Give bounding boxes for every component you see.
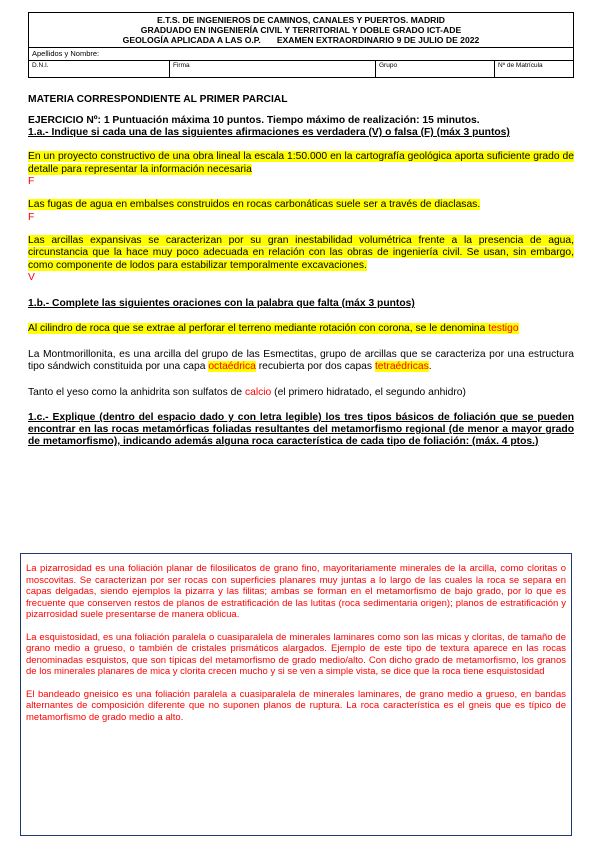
q1c-answer-paragraph: La esquistosidad, es una foliación paralela o cuasiparalela de minerales laminares como son las micas y cloritas, de tamaño de grano medio a grueso, o también de cristales prismáticos alargados. Ejemplo de este tipo de textura aparece en las rocas denominadas esquistos, que son típicas del metamorfismo de grado medio/alto. Con dicho grado de metamorfismo, los granos de los minerales planares de mica y clorita crecen mucho y si se ven a simple vista, se dice que la roca tiene esquistosidad — [26, 631, 566, 677]
header-line-1: E.T.S. DE INGENIEROS DE CAMINOS, CANALES Y PUERTOS. MADRID — [157, 15, 445, 25]
ejercicio-heading: EJERCICIO Nº: 1 Puntuación máxima 10 puntos. Tiempo máximo de realización: 15 minutos. — [28, 115, 480, 126]
q1b-answer: calcio — [244, 386, 272, 398]
q1a-statement: Las arcillas expansivas se caracterizan por su gran inestabilidad volumétrica frente a la presencia de agua, circunstancia que la hace muy poco adecuada en relación con las obras de ingeniería civil. Se usan, sin embargo, como componente de lodos para estabilizar temporalmente excavaciones. — [28, 234, 574, 271]
q1b-title: 1.b.- Complete las siguientes oraciones con la palabra que falta (máx 3 puntos) — [28, 298, 415, 309]
dni-field[interactable]: D.N.I. — [29, 61, 170, 78]
q1a-item — [28, 151, 574, 188]
q1b-answer: testigo — [488, 323, 519, 334]
matricula-field[interactable]: Nº de Matrícula — [495, 61, 574, 78]
q1a-title: 1.a.- Indique si cada una de las siguientes afirmaciones es verdadera (V) o falsa (F) (máx 3 puntos) — [28, 127, 510, 138]
header-line-2: GRADUADO EN INGENIERÍA CIVIL Y TERRITORIAL Y DOBLE GRADO ICT-ADE — [140, 25, 462, 35]
header-line-3: GEOLOGÍA APLICADA A LAS O.P. EXAMEN EXTRAORDINARIO 9 DE JULIO DE 2022 — [122, 35, 480, 45]
header-title — [29, 13, 574, 48]
q1c-answer-paragraph: La pizarrosidad es una foliación planar de filosilicatos de grano fino, mayoritariamente minerales de la arcilla, como cloritas o moscovitas. Se caracterizan por ser rocas con superficies planares muy juntas a lo largo de las cuales la roca se separa en capas delgadas, siendo ejemplos la pizarra y las filitas; ambas se forman en el metamorfismo de bajo grado, por lo que es frecuente que conserven restos de planos de estratificación de las lutitas (roca sedimentaria origen); planos de estratificación y pizarrosidad suele presentarse de manera oblicua. — [26, 563, 566, 620]
q1a-statement: Las fugas de agua en embalses construidos en rocas carbonáticas suele ser a través de diaclasas. — [28, 199, 481, 210]
exam-page — [28, 12, 574, 448]
q1a-item — [28, 199, 574, 224]
q1c-title: 1.c.- Explique (dentro del espacio dado y con letra legible) los tres tipos básicos de foliación que se pueden encontrar en las rocas metamórficas foliadas resultantes del metamorfismo regional (de menor a mayor grado de metamorfismo), indicando además alguna roca característica de cada tipo de foliación: (máx. 4 ptos.) — [28, 412, 574, 447]
name-field[interactable]: Apellidos y Nombre: — [29, 48, 574, 61]
materia-heading: MATERIA CORRESPONDIENTE AL PRIMER PARCIAL — [28, 94, 288, 105]
q1a-answer: F — [28, 176, 35, 187]
q1c-answer-paragraph: El bandeado gneisico es una foliación paralela a cuasiparalela de minerales laminares, de grano medio a grueso, en bandas alternantes de composición diferente que no suponen planos de ruptura. La roca característica es el gneis que es típico de metamorfismo de grado medio a alto. — [26, 688, 566, 723]
q1a-item — [28, 235, 574, 285]
q1b-sentence-3: Tanto el yeso como la anhidrita son sulfatos de calcio (el primero hidratado, el segundo anhidro) — [28, 386, 466, 398]
q1b-answer: octaédrica — [208, 361, 256, 372]
q1a-answer: V — [28, 272, 35, 283]
q1b-sentence-1: Al cilindro de roca que se extrae al perforar el terreno mediante rotación con corona, se le denomina testigo — [28, 323, 519, 334]
q1b-answer: tetraédricas — [374, 361, 429, 372]
q1a-answer: F — [28, 211, 35, 223]
q1a-statement: En un proyecto constructivo de una obra lineal la escala 1:50.000 en la cartografía geológica aporta suficiente grado de detalle para representar la información necesaria — [28, 151, 574, 175]
q1c-answer-box[interactable] — [20, 553, 572, 836]
grupo-field[interactable]: Grupo — [376, 61, 495, 78]
exam-header — [28, 12, 574, 78]
q1b-sentence-2: La Montmorillonita, es una arcilla del grupo de las Esmectitas, grupo de arcillas que se caracteriza por una estructura tipo sándwich constituida por una capa octaédrica recubierta por dos capas tetraédricas. — [28, 348, 574, 372]
firma-field[interactable]: Firma — [170, 61, 376, 78]
